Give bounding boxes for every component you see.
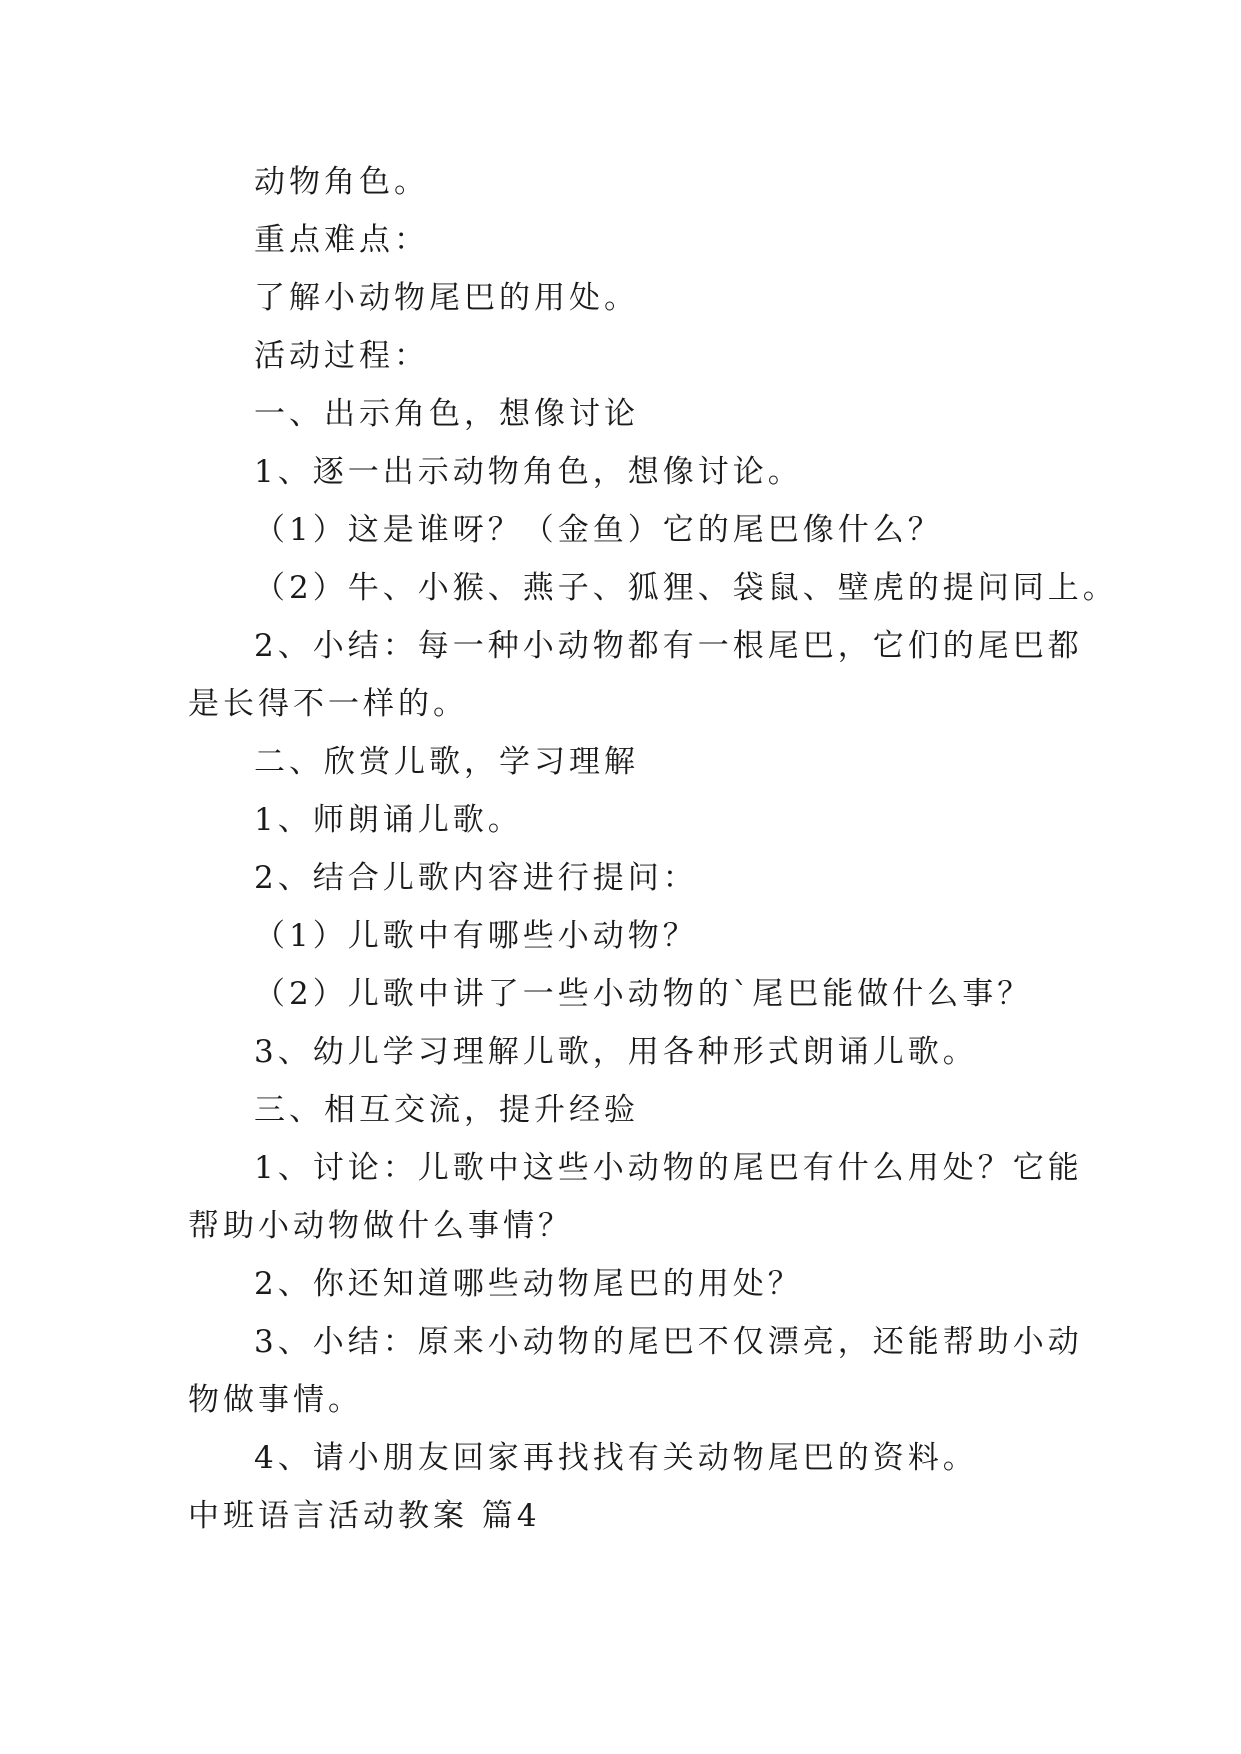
text-line: 2、小结：每一种小动物都有一根尾巴，它们的尾巴都 <box>254 628 1083 664</box>
text-line: 2、你还知道哪些动物尾巴的用处？ <box>254 1266 803 1302</box>
text-line: 1、逐一出示动物角色，想像讨论。 <box>254 454 803 490</box>
text-line: 4、请小朋友回家再找找有关动物尾巴的资料。 <box>254 1440 978 1476</box>
text-line: 帮助小动物做什么事情？ <box>188 1208 573 1244</box>
text-line: 2、结合儿歌内容进行提问： <box>254 860 698 896</box>
text-line: 1、师朗诵儿歌。 <box>254 802 523 838</box>
section-label-key-points: 重点难点： <box>254 222 429 258</box>
text-line: 物做事情。 <box>188 1382 363 1418</box>
text-line: 是长得不一样的。 <box>188 686 468 722</box>
document-title-next-section: 中班语言活动教案 篇4 <box>188 1498 541 1534</box>
section-heading-2: 二、欣赏儿歌，学习理解 <box>254 744 639 780</box>
section-heading-1: 一、出示角色，想像讨论 <box>254 396 639 432</box>
text-line: （1）这是谁呀？（金鱼）它的尾巴像什么？ <box>254 512 943 548</box>
text-line: 动物角色。 <box>254 164 429 200</box>
text-line: 3、小结：原来小动物的尾巴不仅漂亮，还能帮助小动 <box>254 1324 1083 1360</box>
text-line: （2）牛、小猴、燕子、狐狸、袋鼠、壁虎的提问同上。 <box>254 570 1118 606</box>
text-line: 了解小动物尾巴的用处。 <box>254 280 639 316</box>
text-line: （1）儿歌中有哪些小动物？ <box>254 918 698 954</box>
text-line: 1、讨论：儿歌中这些小动物的尾巴有什么用处？它能 <box>254 1150 1083 1186</box>
text-line: （2）儿歌中讲了一些小动物的`尾巴能做什么事？ <box>254 976 1033 1012</box>
section-heading-3: 三、相互交流，提升经验 <box>254 1092 639 1128</box>
section-label-activity-process: 活动过程： <box>254 338 429 374</box>
text-line: 3、幼儿学习理解儿歌，用各种形式朗诵儿歌。 <box>254 1034 978 1070</box>
